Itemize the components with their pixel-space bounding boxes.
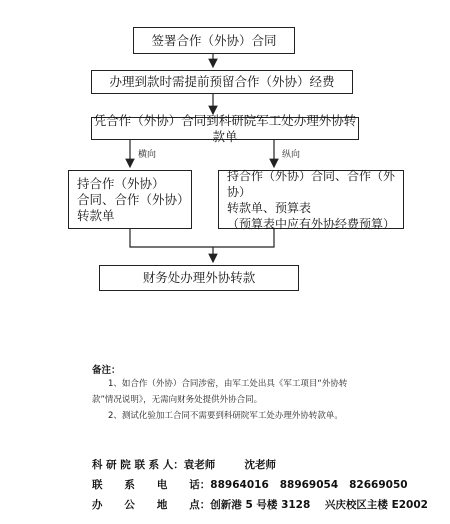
merge-line-right <box>213 229 274 247</box>
step-reserve-funds <box>91 70 353 94</box>
notes-title: 备注： <box>92 365 121 376</box>
step-sign-contract <box>133 27 295 54</box>
step-finance-transfer-label: 财务处办理外协转款 <box>142 270 256 285</box>
contact-persons: 科 研 院 联 系 人：袁老师 沈老师 <box>92 459 277 471</box>
left-branch-text: 持合作（外协） 合同、合作（外协） 转款单 <box>77 175 190 223</box>
note-item-1-line-1: 1、如合作（外协）合同涉密，由军工处出具《军工项目“外协转 <box>108 379 348 389</box>
step-sign-contract-label: 签署合作（外协）合同 <box>151 32 277 48</box>
note-item-1-line-2: 款”情况说明》，无需向财务处提供外协合同。 <box>92 395 263 405</box>
branch-label-vertical: 纵向 <box>282 150 301 160</box>
merge-line-left <box>130 229 213 247</box>
step-transfer-form <box>91 112 359 144</box>
right-branch-text: 持合作（外协）合同、合作（外协） 转款单、预算表 （预算表中应有外协经费预算） <box>227 168 396 231</box>
step-finance-transfer <box>99 265 299 291</box>
step-transfer-form-label: 凭合作（外协）合同到科研院军工处办理外协转款单 <box>93 112 357 144</box>
note-item-2: 2、测试化验加工合同不需要到科研院军工处办理外协转款单。 <box>108 411 343 421</box>
left-branch-box <box>68 170 192 229</box>
right-branch-box <box>218 170 404 229</box>
branch-label-horizontal: 横向 <box>138 150 157 160</box>
contact-phones: 联 系 电 话：88964016 88969054 82669050 <box>92 479 408 491</box>
contact-address: 办 公 地 点：创新港 5 号楼 3128 兴庆校区主楼 E2002 <box>92 499 428 511</box>
step-reserve-funds-label: 办理到款时需提前预留合作（外协）经费 <box>109 74 335 89</box>
